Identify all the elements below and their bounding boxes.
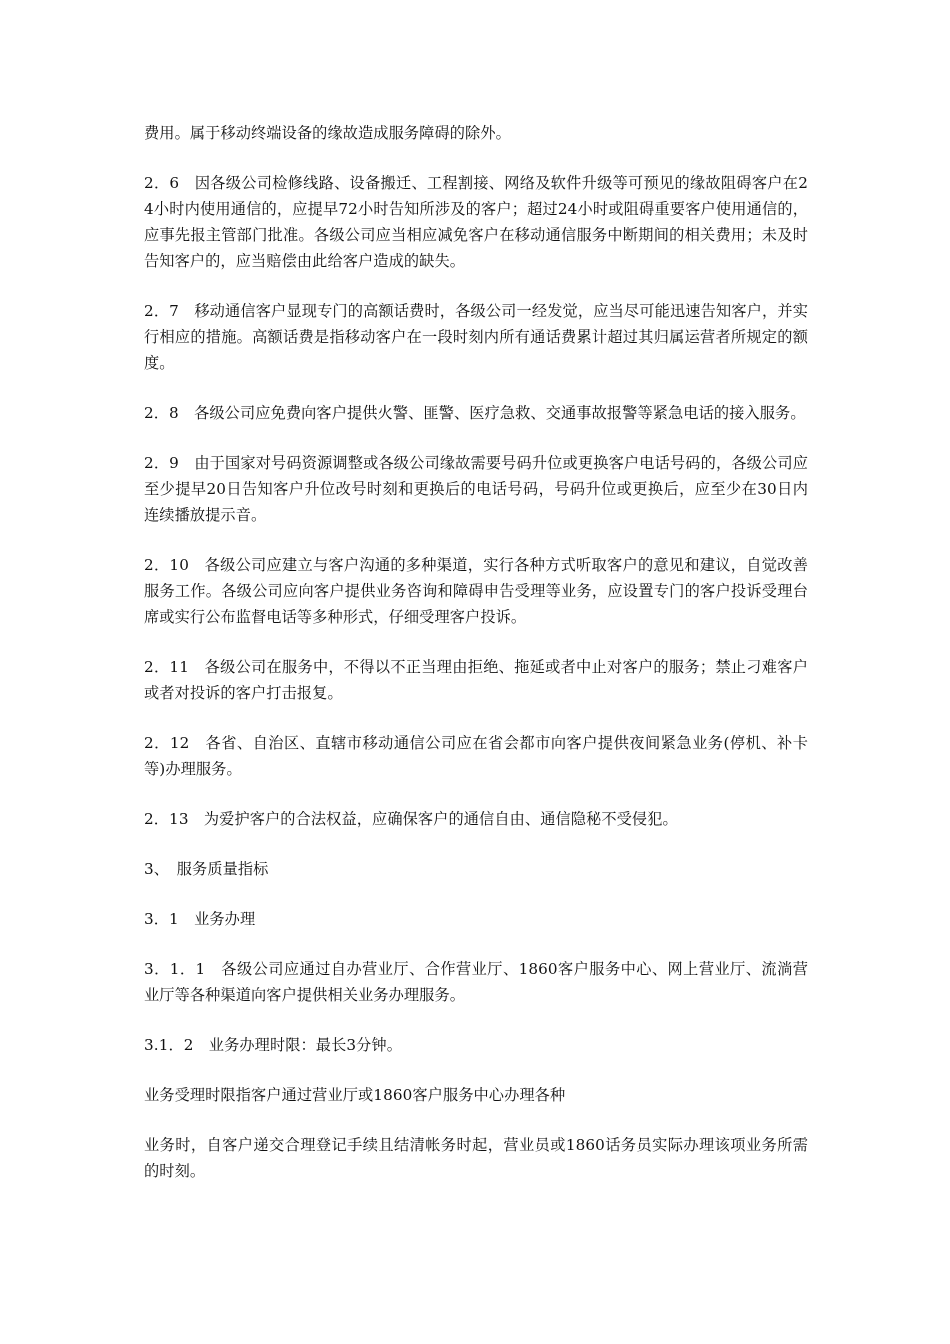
document-body [144, 120, 808, 1208]
paragraph-2-6: 2．6 因各级公司检修线路、设备搬迁、工程割接、网络及软件升级等可预见的缘故阻碍客户在24小时内使用通信的，应提早72小时告知所涉及的客户；超过24小时或阻碍重要客户使用通信的，应事先报主管部门批准。各级公司应当相应减免客户在移动通信服务中断期间的相关费用；未及时告知客户的，应当赔偿由此给客户造成的缺失。 [144, 174, 808, 270]
paragraph-2-12: 2．12 各省、自治区、直辖市移动通信公司应在省会都市向客户提供夜间紧急业务(停机、补卡等)办理服务。 [144, 734, 808, 778]
paragraph-2-11: 2．11 各级公司在服务中，不得以不正当理由拒绝、拖延或者中止对客户的服务；禁止刁难客户或者对投诉的客户打击报复。 [144, 658, 808, 702]
paragraph-2-9: 2．9 由于国家对号码资源调整或各级公司缘故需要号码升位或更换客户电话号码的，各级公司应至少提早20日告知客户升位改号时刻和更换后的电话号码，号码升位或更换后，应至少在30日内连续播放提示音。 [144, 454, 808, 524]
paragraph-2-13: 2．13 为爱护客户的合法权益，应确保客户的通信自由、通信隐秘不受侵犯。 [144, 810, 678, 828]
paragraph-continuation: 费用。属于移动终端设备的缘故造成服务障碍的除外。 [144, 124, 511, 142]
paragraph-2-7: 2．7 移动通信客户显现专门的高额话费时，各级公司一经发觉，应当尽可能迅速告知客户，并实行相应的措施。高额话费是指移动客户在一段时刻内所有通话费累计超过其归属运营者所规定的额度。 [144, 302, 808, 372]
paragraph-3-1-2: 3.1．2 业务办理时限：最长3分钟。 [144, 1036, 403, 1054]
section-heading-3: 3、 服务质量指标 [144, 860, 269, 878]
paragraph-3-1-1: 3．1．1 各级公司应通过自办营业厅、合作营业厅、1860客户服务中心、网上营业厅、流淌营业厅等各种渠道向客户提供相关业务办理服务。 [144, 960, 808, 1004]
paragraph-definition-part1: 业务受理时限指客户通过营业厅或1860客户服务中心办理各种 [144, 1086, 566, 1104]
section-heading-3-1: 3．1 业务办理 [144, 910, 256, 928]
paragraph-2-10: 2．10 各级公司应建立与客户沟通的多种渠道，实行各种方式听取客户的意见和建议，自觉改善服务工作。各级公司应向客户提供业务咨询和障碍申告受理等业务，应设置专门的客户投诉受理台席或实行公布监督电话等多种形式，仔细受理客户投诉。 [144, 556, 808, 626]
paragraph-2-8: 2．8 各级公司应免费向客户提供火警、匪警、医疗急救、交通事故报警等紧急电话的接入服务。 [144, 404, 806, 422]
paragraph-definition-part2: 业务时，自客户递交合理登记手续且结清帐务时起，营业员或1860话务员实际办理该项业务所需的时刻。 [144, 1136, 808, 1180]
